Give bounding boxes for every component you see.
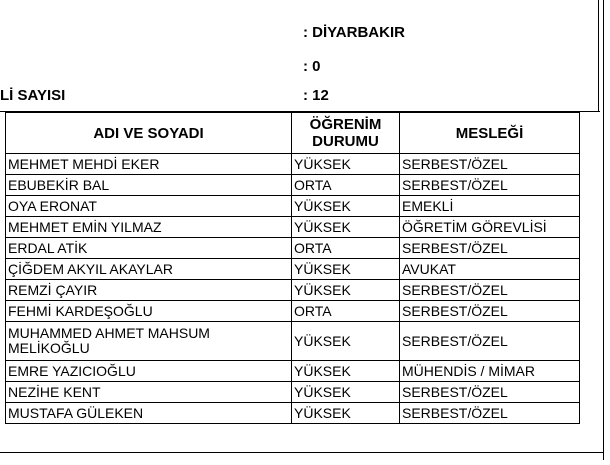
table-row	[6, 154, 580, 175]
table-row	[6, 322, 580, 361]
cell-name: EBUBEKİR BAL	[6, 175, 292, 196]
cell-profession: SERBEST/ÖZEL	[400, 238, 580, 259]
table-row	[6, 382, 580, 403]
cell-profession: SERBEST/ÖZEL	[400, 322, 580, 361]
cell-profession: SERBEST/ÖZEL	[400, 280, 580, 301]
cell-name: EMRE YAZICIOĞLU	[6, 361, 292, 382]
cell-profession: EMEKLİ	[400, 196, 580, 217]
cell-education: YÜKSEK	[292, 196, 400, 217]
cell-name: MUSTAFA GÜLEKEN	[6, 403, 292, 424]
table-row	[6, 196, 580, 217]
cell-name: MUHAMMED AHMET MAHSUM MELİKOĞLU	[6, 322, 292, 361]
count-value: : 12	[303, 87, 329, 104]
cell-profession: SERBEST/ÖZEL	[400, 301, 580, 322]
cell-education: ORTA	[292, 301, 400, 322]
cell-education: YÜKSEK	[292, 259, 400, 280]
cell-name: ÇİĞDEM AKYIL AKAYLAR	[6, 259, 292, 280]
cell-profession: MÜHENDİS / MİMAR	[400, 361, 580, 382]
cell-profession: SERBEST/ÖZEL	[400, 403, 580, 424]
cell-name: FEHMİ KARDEŞOĞLU	[6, 301, 292, 322]
count-label: Lİ SAYISI	[0, 87, 66, 104]
frame-right-line	[598, 0, 599, 112]
table-row	[6, 238, 580, 259]
table-row	[6, 361, 580, 382]
table-row	[6, 217, 580, 238]
bottom-line	[0, 452, 604, 453]
table-row	[6, 403, 580, 424]
cell-name: MEHMET EMİN YILMAZ	[6, 217, 292, 238]
cell-profession: AVUKAT	[400, 259, 580, 280]
cell-education: YÜKSEK	[292, 280, 400, 301]
frame-right-outer-line	[603, 0, 604, 460]
table-row	[6, 280, 580, 301]
province-value: : DİYARBAKIR	[303, 24, 405, 41]
table-row	[6, 259, 580, 280]
table-row	[6, 175, 580, 196]
column-header-profession: MESLEĞİ	[400, 113, 580, 154]
cell-profession: SERBEST/ÖZEL	[400, 175, 580, 196]
cell-profession: SERBEST/ÖZEL	[400, 382, 580, 403]
cell-education: YÜKSEK	[292, 154, 400, 175]
cell-name: REMZİ ÇAYIR	[6, 280, 292, 301]
cell-education: YÜKSEK	[292, 361, 400, 382]
column-header-name: ADI VE SOYADI	[6, 113, 292, 154]
cell-name: OYA ERONAT	[6, 196, 292, 217]
member-table	[5, 112, 580, 424]
cell-education: ORTA	[292, 175, 400, 196]
cell-education: YÜKSEK	[292, 382, 400, 403]
table-header-row	[6, 113, 580, 154]
cell-name: NEZİHE KENT	[6, 382, 292, 403]
table-row	[6, 301, 580, 322]
cell-profession: ÖĞRETİM GÖREVLİSİ	[400, 217, 580, 238]
cell-profession: SERBEST/ÖZEL	[400, 154, 580, 175]
cell-education: YÜKSEK	[292, 322, 400, 361]
cell-education: ORTA	[292, 238, 400, 259]
column-header-education: ÖĞRENİM DURUMU	[292, 113, 400, 154]
cell-name: MEHMET MEHDİ EKER	[6, 154, 292, 175]
cell-education: YÜKSEK	[292, 403, 400, 424]
cell-name: ERDAL ATİK	[6, 238, 292, 259]
middle-value: : 0	[303, 58, 321, 75]
cell-education: YÜKSEK	[292, 217, 400, 238]
